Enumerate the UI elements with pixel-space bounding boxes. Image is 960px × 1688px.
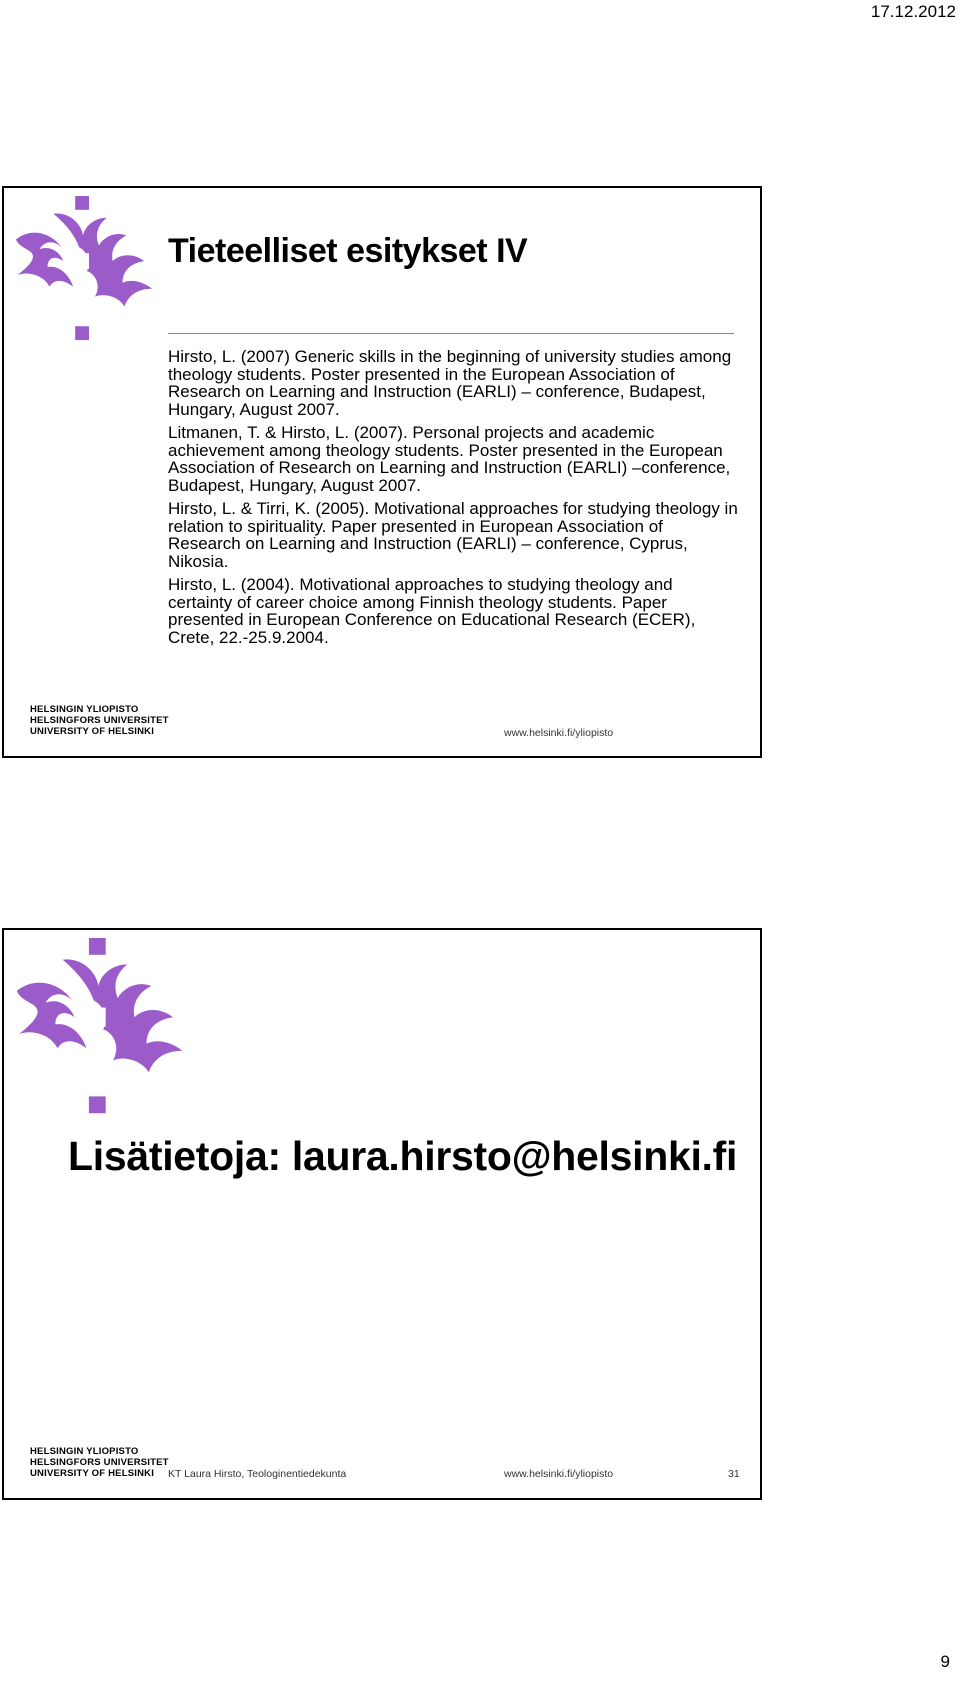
footer-author: KT Laura Hirsto, Teologinentiedekunta [168,1468,347,1480]
reference-item: Hirsto, L. & Tirri, K. (2005). Motivational approaches for studying theology in relation to spirituality. Paper presented in European Association of Research on Learning and Instruction (EARLI) – conference, Cyprus, Nikosia. [168,499,738,571]
page-date: 17.12.2012 [870,2,956,21]
university-flame-logo [12,938,197,1118]
university-name-fi: HELSINGIN YLIOPISTO [30,704,139,715]
slide-title: Tieteelliset esitykset IV [168,232,528,270]
reference-item: Hirsto, L. (2004). Motivational approaches to studying theology and certainty of career choice among Finnish theology students. Paper presented in European Conference on Educational Research (ECER), Crete, 22.-25.9.2004. [168,575,696,647]
reference-item: Hirsto, L. (2007) Generic skills in the beginning of university studies among theology students. Poster presented in the European Association of Research on Learning and Instruction (EARLI) – conference, Budapest, Hungary, August 2007. [168,347,732,419]
contact-heading: Lisätietoja: laura.hirsto@helsinki.fi [68,1133,738,1179]
reference-list [168,348,738,652]
slide-references [2,186,762,758]
title-divider [168,333,734,334]
university-name-sv: HELSINGFORS UNIVERSITET [30,1457,169,1468]
university-name-en: UNIVERSITY OF HELSINKI [30,726,155,737]
footer-url: www.helsinki.fi/yliopisto [504,1468,614,1480]
university-name-fi: HELSINGIN YLIOPISTO [30,1446,139,1457]
slide-contact [2,928,762,1500]
university-name [30,1446,169,1479]
university-name [30,704,169,737]
university-name-en: UNIVERSITY OF HELSINKI [30,1468,155,1479]
footer-url: www.helsinki.fi/yliopisto [504,727,614,739]
slide-number: 31 [728,1468,740,1480]
reference-item: Litmanen, T. & Hirsto, L. (2007). Personal projects and academic achievement among theology students. Poster presented in the European Association of Research on Learning and Instruction (EARLI) –conference, Budapest, Hungary, August 2007. [168,423,731,495]
page-number: 9 [940,1652,950,1671]
university-flame-logo [12,196,164,344]
university-name-sv: HELSINGFORS UNIVERSITET [30,715,169,726]
